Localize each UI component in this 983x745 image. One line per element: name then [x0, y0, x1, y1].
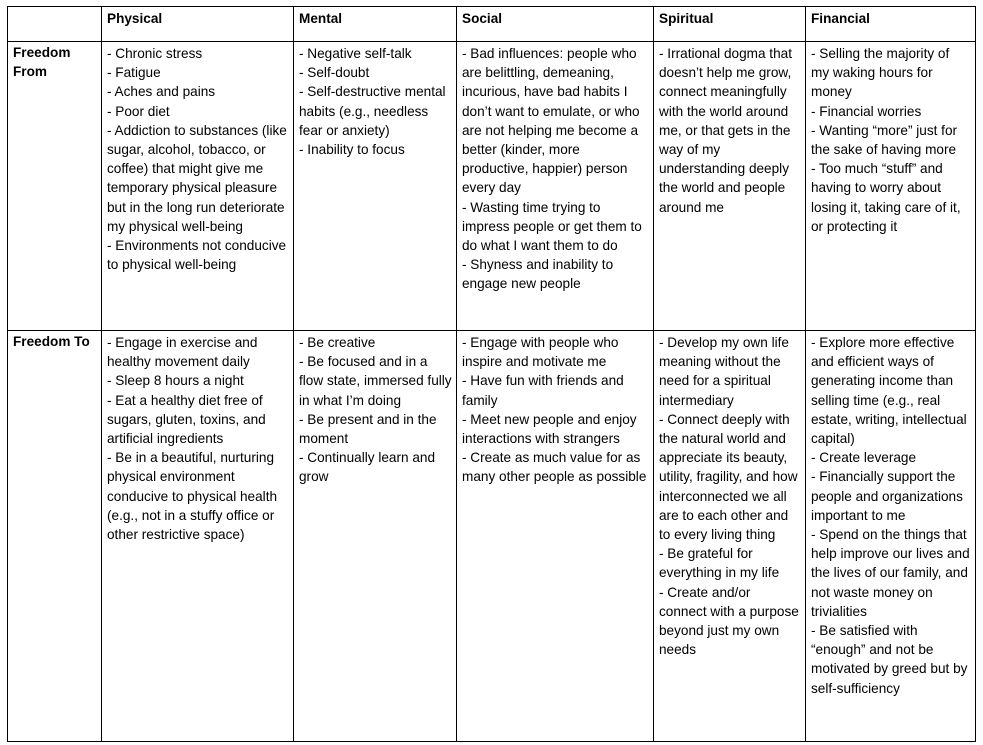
list-item: - Meet new people and enjoy interactions with strangers — [462, 411, 637, 447]
item-list — [107, 333, 289, 544]
column-header-mental: Mental — [294, 7, 457, 42]
table-row-freedom-from — [8, 42, 976, 331]
list-item: - Create and/or connect with a purpose beyond just my own needs — [659, 584, 799, 658]
list-item: - Have fun with friends and family — [462, 373, 624, 408]
row-header-freedom-to: Freedom To — [8, 331, 102, 742]
freedom-table — [7, 6, 976, 742]
cell-freedom-from-spiritual — [654, 42, 806, 331]
cell-freedom-to-physical — [102, 331, 294, 742]
list-item: - Be in a beautiful, nurturing physical environment conducive to physical health (e.g., not in a stuffy office or other restrictive space) — [107, 450, 278, 543]
list-item: - Connect deeply with the natural world and appreciate its beauty, utility, fragility, and how interconnected we all are to each other and to every living thing — [659, 411, 798, 543]
item-list — [811, 44, 971, 236]
list-item: - Environments not conducive to physical well-being — [107, 238, 287, 273]
item-list — [299, 44, 452, 159]
cell-freedom-from-mental — [294, 42, 457, 331]
item-list — [107, 44, 289, 274]
column-header-spiritual: Spiritual — [654, 7, 806, 42]
item-list — [462, 333, 649, 487]
cell-freedom-from-physical — [102, 42, 294, 331]
list-item: - Negative self-talk — [299, 46, 412, 61]
column-header-financial: Financial — [806, 7, 976, 42]
list-item: - Engage in exercise and healthy movement daily — [107, 335, 258, 370]
list-item: - Selling the majority of my waking hours for money — [811, 46, 950, 100]
list-item: - Engage with people who inspire and motivate me — [462, 335, 619, 370]
cell-freedom-to-mental — [294, 331, 457, 742]
list-item: - Aches and pains — [107, 84, 216, 100]
list-item: - Create leverage — [811, 450, 917, 466]
list-item: - Chronic stress — [107, 46, 203, 61]
list-item: - Develop my own life meaning without the need for a spiritual intermediary — [659, 335, 789, 408]
list-item: - Bad influences: people who are belittling, demeaning, incurious, have bad habits I don’t want to emulate, or who are not helping me become a better (kinder, more productive, happier) person every day — [462, 46, 640, 196]
item-list — [299, 333, 452, 487]
cell-freedom-to-social — [457, 331, 654, 742]
list-item: - Financial worries — [811, 103, 922, 119]
list-item: - Fatigue — [107, 65, 161, 81]
cell-freedom-to-spiritual — [654, 331, 806, 742]
list-item: - Shyness and inability to engage new people — [462, 257, 614, 292]
list-item: - Continually learn and grow — [299, 450, 436, 485]
list-item: - Wasting time trying to impress people or get them to do what I want them to do — [462, 199, 642, 254]
list-item: - Be creative — [299, 335, 376, 350]
cell-freedom-to-financial — [806, 331, 976, 742]
list-item: - Inability to focus — [299, 142, 405, 158]
list-item: - Be satisfied with “enough” and not be motivated by greed but by self-sufficiency — [811, 623, 968, 696]
header-row — [8, 7, 976, 42]
list-item: - Irrational dogma that doesn’t help me grow, connect meaningfully with the world around me, or that gets in the way of my understanding deeply the world and people around me — [659, 46, 792, 215]
list-item: - Self-destructive mental habits (e.g., needless fear or anxiety) — [299, 84, 446, 138]
list-item: - Wanting “more” just for the sake of having more — [811, 122, 958, 158]
list-item: - Financially support the people and organizations important to me — [811, 469, 963, 523]
list-item: - Poor diet — [107, 103, 170, 119]
list-item: - Create as much value for as many other people as possible — [462, 450, 647, 485]
list-item: - Self-doubt — [299, 65, 370, 81]
table-row-freedom-to — [8, 331, 976, 742]
item-list — [462, 44, 649, 294]
row-header-freedom-from: Freedom From — [8, 42, 102, 331]
list-item: - Sleep 8 hours a night — [107, 373, 244, 389]
item-list — [659, 333, 801, 659]
corner-cell — [8, 7, 102, 42]
column-header-social: Social — [457, 7, 654, 42]
list-item: - Spend on the things that help improve our lives and the lives of our family, and not waste money on trivialities — [811, 527, 970, 619]
list-item: - Be focused and in a flow state, immersed fully in what I’m doing — [299, 354, 452, 408]
list-item: - Explore more effective and efficient ways of generating income than selling time (e.g., real estate, writing, intellectual capital) — [811, 335, 967, 447]
list-item: - Too much “stuff” and having to worry about losing it, taking care of it, or protecting it — [811, 161, 961, 234]
list-item: - Addiction to substances (like sugar, alcohol, tobacco, or coffee) that might give me temporary physical pleasure but in the long run deteriorate my physical well-being — [107, 122, 287, 234]
column-header-physical: Physical — [102, 7, 294, 42]
item-list — [659, 44, 801, 217]
item-list — [811, 333, 971, 698]
list-item: - Be present and in the moment — [299, 411, 437, 447]
cell-freedom-from-social — [457, 42, 654, 331]
list-item: - Eat a healthy diet free of sugars, gluten, toxins, and artificial ingredients — [107, 392, 266, 447]
list-item: - Be grateful for everything in my life — [659, 546, 780, 581]
cell-freedom-from-financial — [806, 42, 976, 331]
